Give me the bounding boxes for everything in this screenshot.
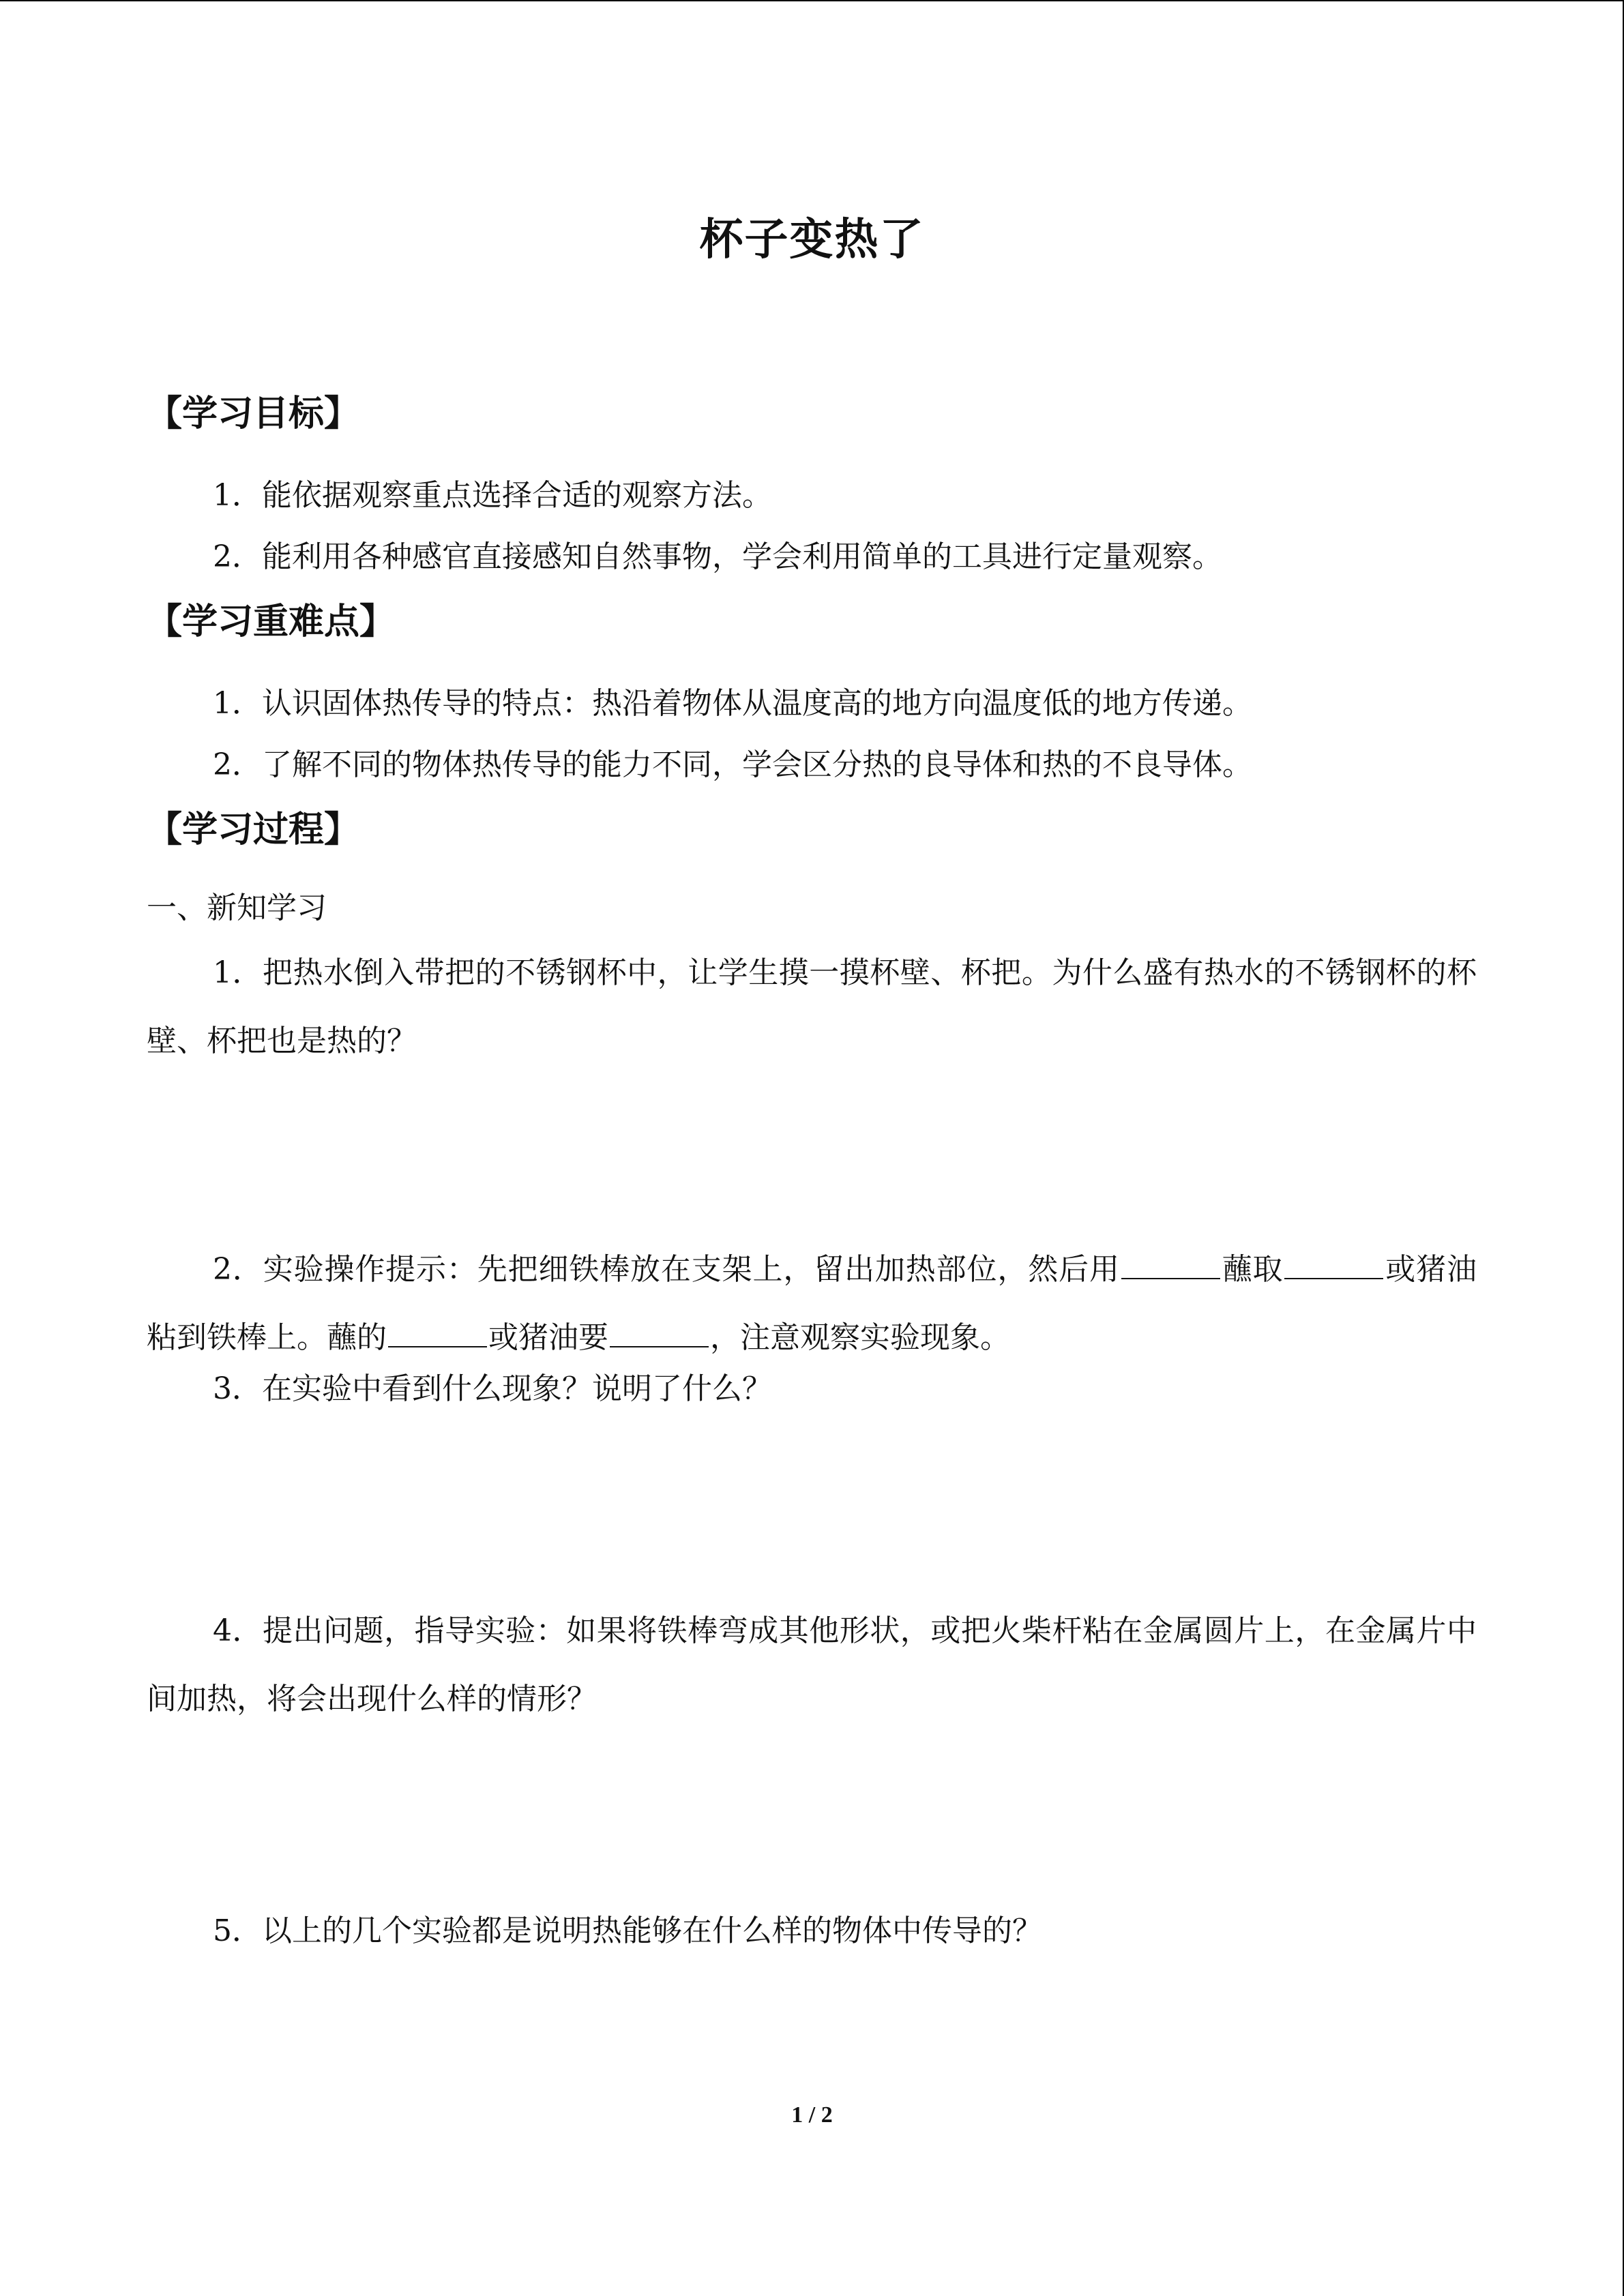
fill-blank-3[interactable]	[388, 1319, 487, 1347]
section-heading-key-points: 【学习重难点】	[147, 601, 396, 642]
question-5: 5．以上的几个实验都是说明热能够在什么样的物体中传导的？	[213, 1913, 1042, 1948]
goal-item-1: 1．能依据观察重点选择合适的观察方法。	[213, 478, 772, 513]
question-3: 3．在实验中看到什么现象？说明了什么？	[213, 1371, 772, 1406]
question-1: 1．把热水倒入带把的不锈钢杯中，让学生摸一摸杯壁、杯把。为什么盛有热水的不锈钢杯的杯壁、杯把也是热的？	[147, 955, 1477, 1058]
section-heading-process: 【学习过程】	[147, 809, 360, 850]
key-point-item-2: 2．了解不同的物体热传导的能力不同，学会区分热的良导体和热的不良导体。	[213, 747, 1252, 782]
question-2-text-3: 或猪油粘到铁棒上。蘸的	[147, 1252, 1477, 1355]
fill-blank-4[interactable]	[610, 1319, 709, 1347]
page-title: 杯子变热了	[699, 215, 925, 265]
fill-blank-2[interactable]	[1284, 1251, 1383, 1279]
question-4: 4．提出问题，指导实验：如果将铁棒弯成其他形状，或把火柴杆粘在金属圆片上，在金属片中间加热，将会出现什么样的情形？	[147, 1613, 1477, 1716]
goal-item-2: 2．能利用各种感官直接感知自然事物，学会利用简单的工具进行定量观察。	[213, 539, 1222, 574]
question-2-text-2: 蘸取	[1221, 1252, 1284, 1287]
question-2-text-4: 或猪油要	[488, 1320, 608, 1355]
key-point-item-1: 1．认识固体热传导的特点：热沿着物体从温度高的地方向温度低的地方传递。	[213, 686, 1252, 721]
fill-blank-1[interactable]	[1121, 1251, 1220, 1279]
page-number: 1 / 2	[791, 2102, 833, 2128]
section-heading-goals: 【学习目标】	[147, 393, 360, 434]
subheading-new-knowledge: 一、新知学习	[147, 891, 327, 925]
question-2-text-1: 2．实验操作提示：先把细铁棒放在支架上，留出加热部位，然后用	[213, 1252, 1120, 1287]
question-2-text-5: ，注意观察实验现象。	[710, 1320, 1010, 1355]
question-2	[147, 1236, 1477, 1372]
